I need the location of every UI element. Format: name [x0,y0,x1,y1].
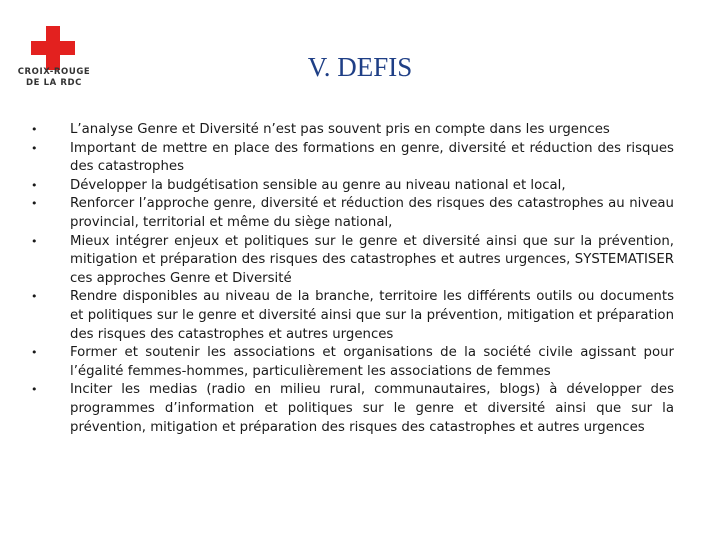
slide-title: V. DEFIS [307,52,413,82]
bullet-item: • Développer la budgétisation sensible au genre au niveau national et local, [70,177,674,196]
red-cross-icon [31,26,75,70]
organization-name [0,67,108,89]
bullet-item: • L’analyse Genre et Diversité n’est pas souvent pris en compte dans les urgences [70,121,674,140]
organization-name-line-1: CROIX-ROUGE [17,67,91,77]
bullet-item: • Inciter les medias (radio en milieu rural, communautaires, blogs) à développer des programmes d’information et politiques sur le genre et diversité ainsi que sur la prévention, mitigation et préparation des risques des catastrophes et autres urgences [70,381,674,437]
bullet-item: • Former et soutenir les associations et organisations de la société civile agissant pour l’égalité femmes-hommes, particulièrement les associations de femmes [70,344,674,381]
challenges-list [70,121,674,437]
bullet-item: • Mieux intégrer enjeux et politiques sur le genre et diversité ainsi que sur la prévention, mitigation et préparation des risques des catastrophes et autres urgences, SYSTEMATISER ces approches Genre et Diversité [70,233,674,289]
organization-name-line-2: DE LA RDC [25,78,82,88]
bullet-item: • Important de mettre en place des formations en genre, diversité et réduction des risques des catastrophes [70,140,674,177]
bullet-item: • Renforcer l’approche genre, diversité et réduction des risques des catastrophes au niveau provincial, territorial et même du siège national, [70,195,674,232]
red-cross-logo [0,26,108,92]
bullet-item: • Rendre disponibles au niveau de la branche, territoire les différents outils ou documents et politiques sur le genre et diversité ainsi que sur la prévention, mitigation et préparation des risques des catastrophes et autres urgences [70,288,674,344]
